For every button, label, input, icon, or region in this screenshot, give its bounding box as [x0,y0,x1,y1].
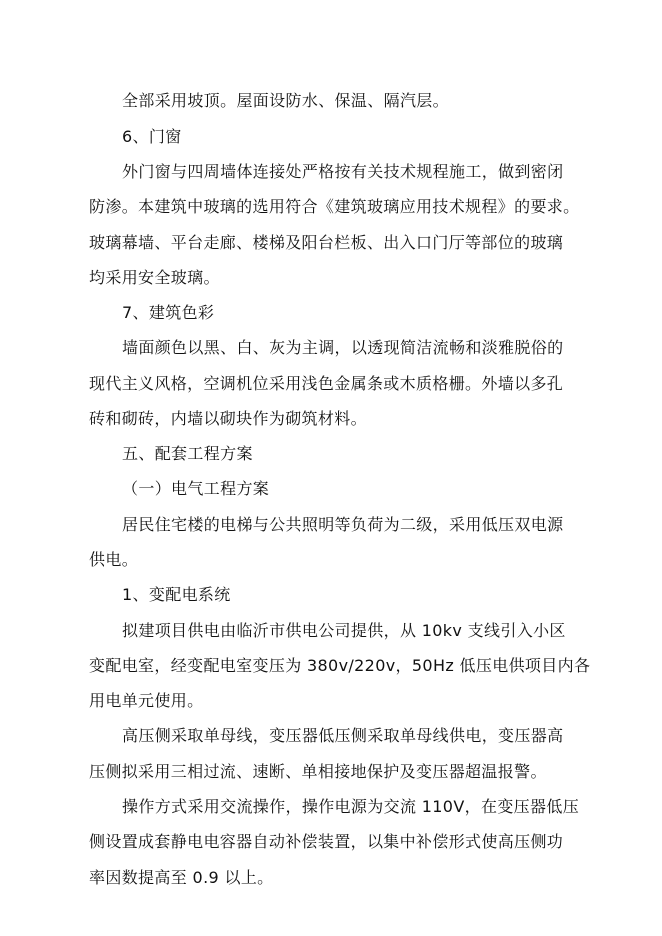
paragraph-line: 用电单元使用。 [89,691,204,710]
paragraph-line: 高压侧采取单母线，变压器低压侧采取单母线供电，变压器高 [122,726,564,745]
paragraph-line: 侧设置成套静电电容器自动补偿装置，以集中补偿形式使高压侧功 [89,832,564,851]
paragraph-line: 外门窗与四周墙体连接处严格按有关技术规程施工，做到密闭 [122,162,564,181]
paragraph-line: 拟建项目供电由临沂市供电公司提供，从 10kv 支线引入小区 [122,621,566,640]
paragraph-line: 压侧拟采用三相过流、速断、单相接地保护及变压器超温报警。 [89,762,547,781]
paragraph-line: 全部采用坡顶。屋面设防水、保温、隔汽层。 [122,91,450,110]
paragraph-line: 率因数提高至 0.9 以上。 [89,868,274,887]
section-heading-building-color: 7、建筑色彩 [122,303,215,322]
paragraph-line: 现代主义风格，空调机位采用浅色金属条或木质格栅。外墙以多孔 [89,374,564,393]
section-heading-doors-windows: 6、门窗 [122,127,182,146]
paragraph-line: 砖和砌砖，内墙以砌块作为砌筑材料。 [89,409,367,428]
paragraph-line: 操作方式采用交流操作，操作电源为交流 110V，在变压器低压 [122,797,580,816]
paragraph-line: 防渗。本建筑中玻璃的选用符合《建筑玻璃应用技术规程》的要求。 [89,197,580,216]
paragraph-line: 供电。 [89,550,139,569]
paragraph-line: 玻璃幕墙、平台走廊、楼梯及阳台栏板、出入口门厅等部位的玻璃 [89,233,564,252]
paragraph-line: 均采用安全玻璃。 [89,268,220,287]
section-heading-power-distribution: 1、变配电系统 [122,585,231,604]
chapter-heading-supporting-works: 五、配套工程方案 [122,444,253,463]
paragraph-line: 居民住宅楼的电梯与公共照明等负荷为二级，采用低压双电源 [122,515,564,534]
subsection-heading-electrical: （一）电气工程方案 [122,479,270,498]
paragraph-line: 墙面颜色以黑、白、灰为主调，以透现简洁流畅和淡雅脱俗的 [122,338,564,357]
paragraph-line: 变配电室，经变配电室变压为 380v/220v，50Hz 低压电供项目内各 [89,656,591,675]
